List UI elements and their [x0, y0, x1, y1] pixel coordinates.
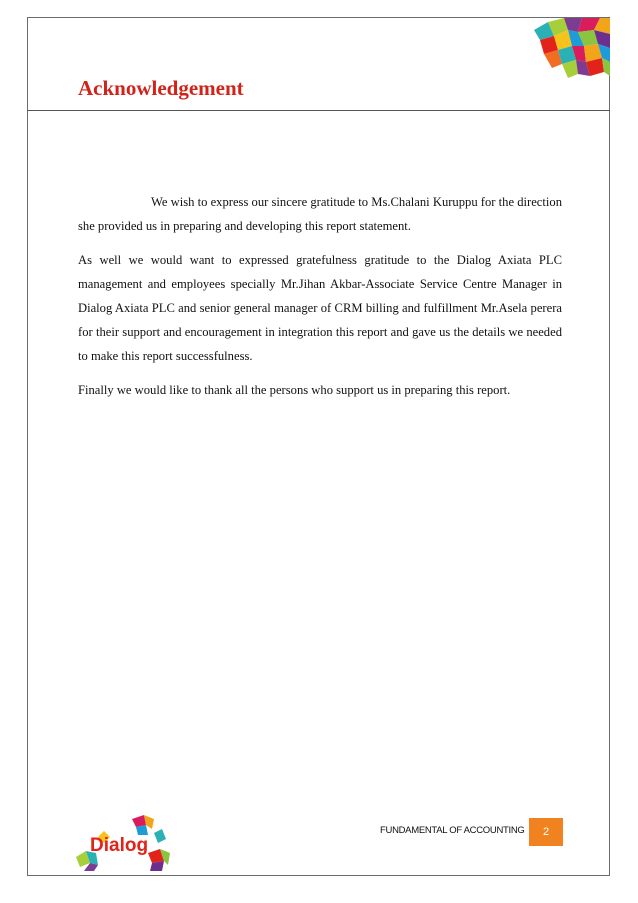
page-frame [27, 17, 610, 876]
heading-divider [27, 110, 610, 111]
footer-course-label: FUNDAMENTAL OF ACCOUNTING [380, 825, 525, 836]
page-title: Acknowledgement [78, 76, 244, 100]
paragraph: As well we would want to expressed gratefulness gratitude to the Dialog Axiata PLC management and employees specially Mr.Jihan Akbar-Associate Service Centre Manager in Dialog Axiata PLC and senior general manager of CRM billing and fulfillment Mr.Asela perera for their support and encouragement in integration this report and gave us the details we needed to make this report successfulness. [78, 253, 562, 363]
dialog-logo-text: Dialog [90, 835, 149, 856]
paragraph: Finally we would like to thank all the persons who support us in preparing this report. [78, 383, 511, 397]
page-number: 2 [542, 826, 550, 838]
footer-logo [72, 813, 176, 871]
paragraph: We wish to express our sincere gratitude to Ms.Chalani Kuruppu for the direction she provided us in preparing and developing this report statement. [78, 195, 562, 233]
dialog-logo-icon [72, 813, 176, 871]
acknowledgement-body [78, 190, 562, 412]
dialog-mosaic-graphic-icon [524, 18, 610, 82]
page-number-badge [529, 818, 563, 846]
